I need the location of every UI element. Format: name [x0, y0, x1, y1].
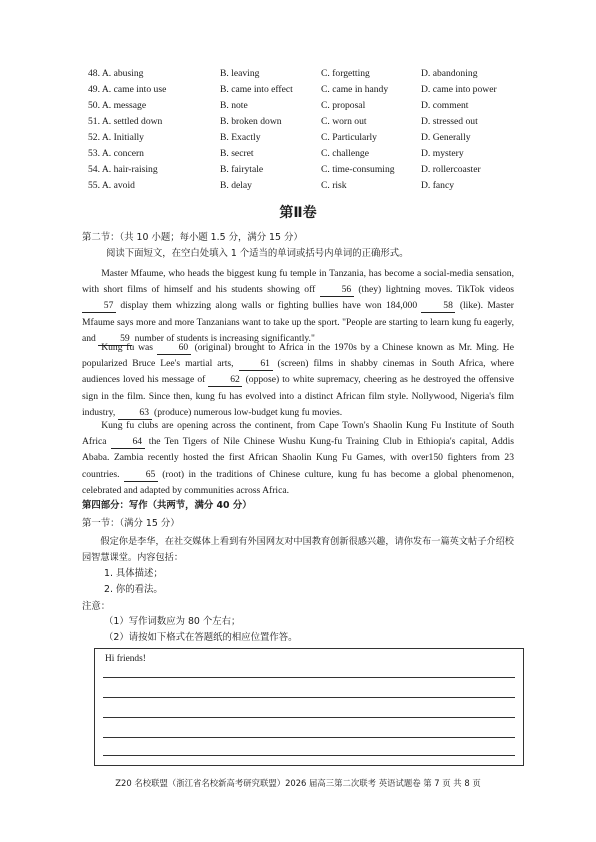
option-row-54: [88, 164, 528, 180]
blank-60[interactable]: 60: [157, 342, 191, 355]
option-a: 51. A. settled down: [88, 116, 163, 127]
option-row-53: [88, 148, 528, 164]
note-1: （1）写作词数应为 80 个左右；: [104, 616, 241, 627]
option-c: C. challenge: [321, 148, 369, 159]
option-d: D. abandoning: [421, 68, 478, 79]
part3-instruction: 阅读下面短文，在空白处填入 1 个适当的单词或括号内单词的正确形式。: [106, 248, 409, 259]
paragraph-1: Master Mfaume, who heads the biggest kung fu temple in Tanzania, has become a social-media sensation, with short films of himself and his students showing off 56 (they) lightning moves. TikTok videos 57 display them whizzing along walls or fighting bullies have won 184,000 58 (like). Master Mfaume says more and more Tanzanians want to take up the sport. "People are starting to learn kung fu eagerly, and 59 number of students is increasing significantly.": [82, 268, 514, 344]
page-footer: Z20 名校联盟（浙江省名校新高考研究联盟）2026 届高三第二次联考 英语试题卷 第 7 页 共 8 页: [115, 778, 481, 788]
blank-59[interactable]: 59: [98, 333, 132, 346]
note-2: （2）请按如下格式在答题纸的相应位置作答。: [104, 632, 298, 643]
writing-item-1: 1. 具体描述；: [104, 568, 163, 579]
writing-line: [103, 697, 515, 698]
option-row-49: [88, 84, 528, 100]
paragraph-3: Kung fu clubs are opening across the continent, from Cape Town's Shaolin Kung Fu Institute of South Africa 64 the Ten Tigers of Nile Chinese Wushu Kung-fu Training Club in Ethiopia's capital, Addis Ababa. Zambia recently hosted the first African Shaolin Kung Fu Games, with over150 fighters from 23 countries. 65 (root) in the traditions of Chinese culture, kung fu has become a global phenomenon, celebrated and adapted by communities across Africa.: [82, 420, 514, 496]
option-d: D. stressed out: [421, 116, 478, 127]
option-d: D. Generally: [421, 132, 471, 143]
option-b: B. delay: [220, 180, 252, 191]
blank-58[interactable]: 58: [421, 300, 455, 313]
writing-line: [103, 717, 515, 718]
writing-section1-heading: 第一节：（满分 15 分）: [82, 518, 180, 529]
option-a: 55. A. avoid: [88, 180, 135, 191]
option-b: B. came into effect: [220, 84, 293, 95]
note-label: 注意：: [82, 601, 111, 612]
option-row-51: [88, 116, 528, 132]
blank-65[interactable]: 65: [124, 469, 158, 482]
option-c: C. forgetting: [321, 68, 370, 79]
option-c: C. risk: [321, 180, 347, 191]
option-b: B. note: [220, 100, 248, 111]
option-a: 48. A. abusing: [88, 68, 144, 79]
option-b: B. leaving: [220, 68, 260, 79]
option-d: D. comment: [421, 100, 469, 111]
section-title: 第Ⅱ卷: [279, 205, 317, 221]
option-c: C. time-consuming: [321, 164, 395, 175]
option-b: B. broken down: [220, 116, 282, 127]
option-a: 50. A. message: [88, 100, 147, 111]
option-row-48: [88, 68, 528, 84]
paragraph-2: Kung fu was 60 (original) brought to Africa in the 1970s by a Chinese known as Mr. Ming. He popularized Bruce Lee's martial arts, 61 (screen) films in shabby cinemas in South Africa, where audiences loved his message of 62 (oppose) to white supremacy, cheering as he destroyed the offensive sign in the film. Since then, kung fu has evolved into a distinct African film style. Nollywood, Nigeria's film industry, 63 (produce) numerous low-budget kung fu movies.: [82, 342, 514, 418]
option-c: C. Particularly: [321, 132, 377, 143]
option-b: B. Exactly: [220, 132, 261, 143]
option-b: B. fairytale: [220, 164, 264, 175]
part4-heading: 第四部分：写作（共两节，满分 40 分）: [82, 500, 252, 511]
option-row-55: [88, 180, 528, 196]
option-a: 54. A. hair-raising: [88, 164, 158, 175]
part3-heading: 第二节：（共 10 小题；每小题 1.5 分，满分 15 分）: [82, 232, 303, 243]
option-d: D. fancy: [421, 180, 455, 191]
option-c: C. proposal: [321, 100, 366, 111]
option-row-50: [88, 100, 528, 116]
option-a: 52. A. Initially: [88, 132, 144, 143]
option-c: C. came in handy: [321, 84, 389, 95]
blank-57[interactable]: 57: [82, 300, 116, 313]
writing-line: [103, 737, 515, 738]
greeting: Hi friends!: [105, 654, 146, 664]
answer-box[interactable]: [94, 648, 524, 766]
option-row-52: [88, 132, 528, 148]
blank-64[interactable]: 64: [111, 436, 145, 449]
blank-62[interactable]: 62: [208, 374, 242, 387]
writing-prompt: 假定你是李华，在社交媒体上看到有外国网友对中国教育创新很感兴趣，请你发布一篇英文帖子介绍校园智慧课堂。内容包括：: [82, 536, 514, 563]
option-d: D. came into power: [421, 84, 497, 95]
blank-56[interactable]: 56: [320, 284, 354, 297]
blank-63[interactable]: 63: [118, 407, 152, 420]
option-d: D. mystery: [421, 148, 464, 159]
writing-line: [103, 755, 515, 756]
option-b: B. secret: [220, 148, 254, 159]
option-c: C. worn out: [321, 116, 367, 127]
blank-61[interactable]: 61: [239, 358, 273, 371]
writing-line: [103, 677, 515, 678]
option-a: 53. A. concern: [88, 148, 144, 159]
option-a: 49. A. came into use: [88, 84, 167, 95]
writing-item-2: 2. 你的看法。: [104, 584, 163, 595]
option-d: D. rollercoaster: [421, 164, 481, 175]
